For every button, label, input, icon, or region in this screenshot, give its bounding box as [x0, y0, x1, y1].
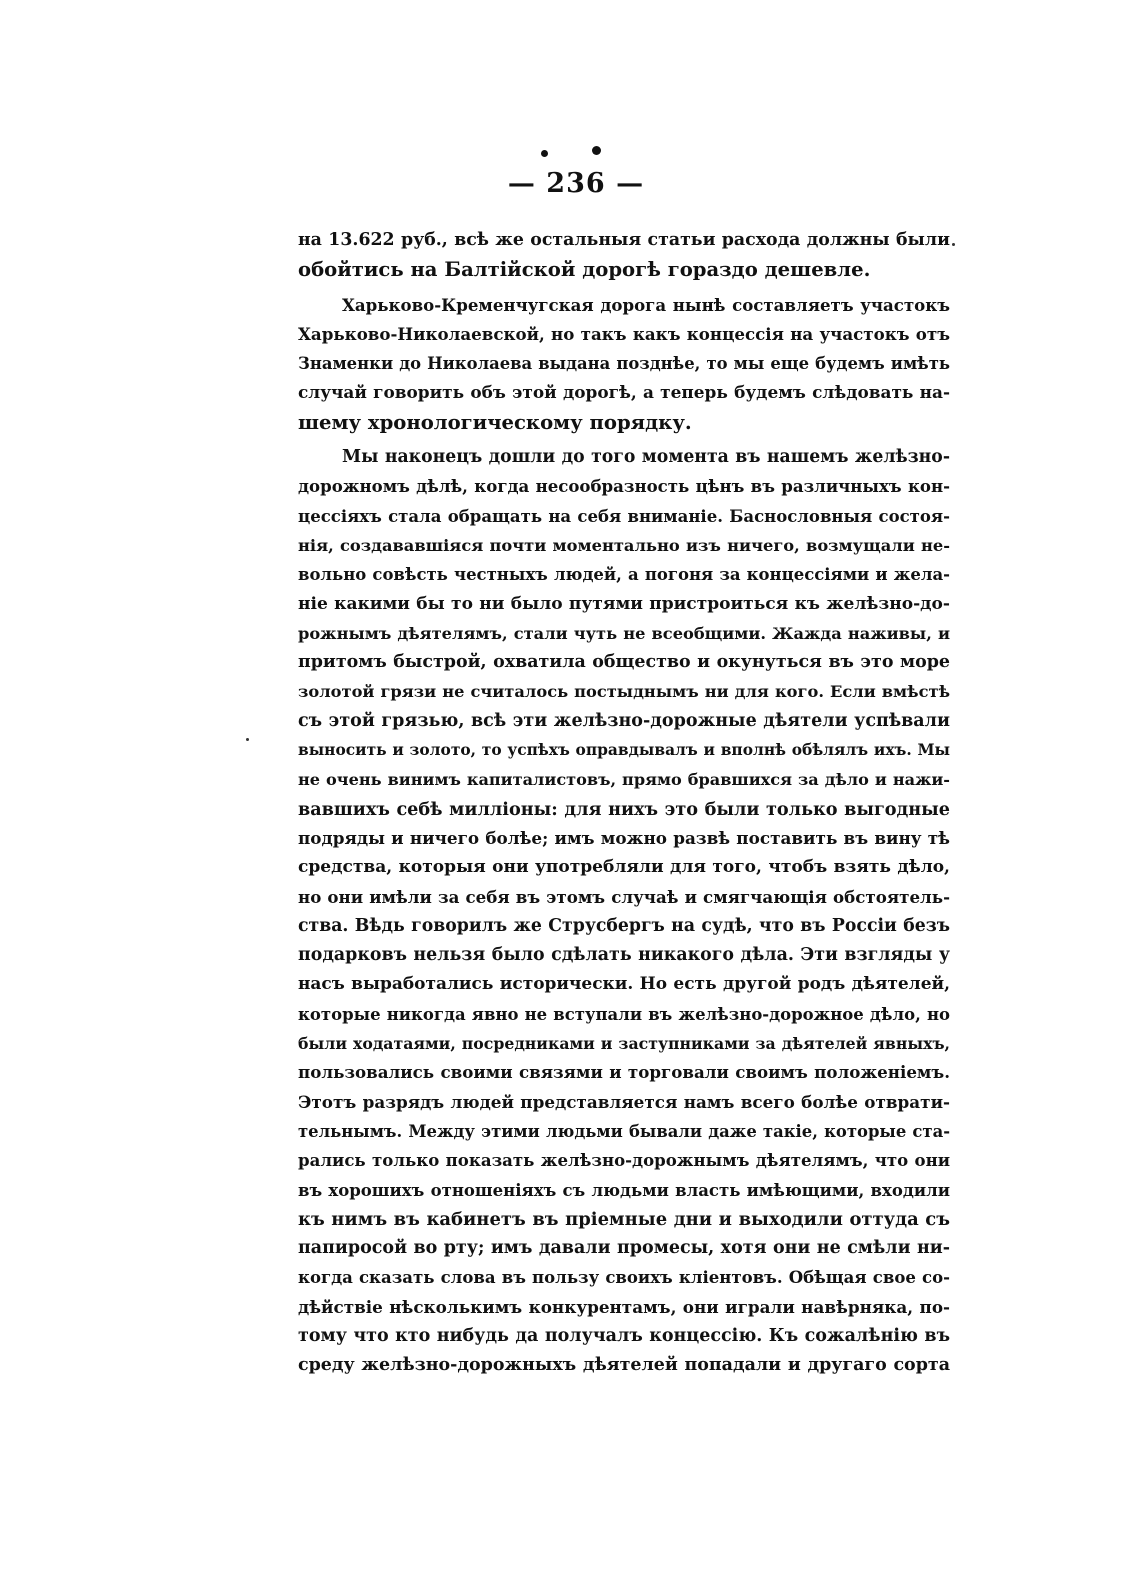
- text-line: папиросой во рту; имъ давали промесы, хотя они не смѣли ни-: [298, 1238, 950, 1259]
- text-line: обойтись на Балтійской дорогѣ гораздо дешевле.: [298, 258, 871, 282]
- text-line: Мы наконецъ дошли до того момента въ нашемъ желѣзно-: [342, 447, 950, 468]
- text-line: притомъ быстрой, охватила общество и окунуться въ это море: [298, 652, 950, 673]
- text-line: тельнымъ. Между этими людьми бывали даже такіе, которые ста-: [298, 1121, 950, 1141]
- text-line: случай говорить объ этой дорогѣ, а теперь будемъ слѣдовать на-: [298, 382, 950, 403]
- text-line: золотой грязи не считалось постыднымъ ни для кого. Если вмѣстѣ: [298, 682, 950, 702]
- paragraph: [298, 443, 950, 1381]
- text-line: Харьково-Николаевской, но такъ какъ концессія на участокъ отъ: [298, 323, 950, 344]
- text-line: ніе какими бы то ни было путями пристроиться къ желѣзно-до-: [298, 593, 950, 614]
- text-line: подряды и ничего болѣе; имъ можно развѣ поставить въ вину тѣ: [298, 827, 950, 848]
- text-line: Харьково-Кременчугская дорога нынѣ составляетъ участокъ: [342, 294, 950, 315]
- header-ornament: [535, 140, 605, 160]
- text-line: дорожномъ дѣлѣ, когда несообразность цѣнъ въ различныхъ кон-: [298, 476, 950, 497]
- body-text: [298, 226, 950, 1381]
- text-line: съ этой грязью, всѣ эти желѣзно-дорожные дѣятели успѣвали: [298, 710, 950, 731]
- margin-mark: [246, 738, 249, 741]
- paragraph: [298, 226, 950, 285]
- text-line: къ нимъ въ кабинетъ въ пріемные дни и выходили оттуда съ: [298, 1208, 950, 1230]
- text-line: вольно совѣсть честныхъ людей, а погоня за концессіями и жела-: [298, 565, 950, 585]
- text-line: выносить и золото, то успѣхъ оправдывалъ и вполнѣ обѣлялъ ихъ. Мы: [298, 741, 950, 760]
- text-line: дѣйствіе нѣсколькимъ конкурентамъ, они играли навѣрняка, по-: [298, 1296, 950, 1317]
- text-line: насъ выработались исторически. Но есть другой родъ дѣятелей,: [298, 974, 950, 995]
- text-line: вавшихъ себѣ милліоны: для нихъ это были только выгодные: [298, 798, 950, 820]
- text-line: но они имѣли за себя въ этомъ случаѣ и смягчающія обстоятель-: [298, 886, 950, 907]
- text-line: рались только показать желѣзно-дорожнымъ дѣятелямъ, что они: [298, 1150, 950, 1171]
- text-line: нія, создававшіяся почти моментально изъ ничего, возмущали не-: [298, 535, 950, 555]
- text-line: на 13.622 руб., всѣ же остальныя статьи расхода должны были: [298, 230, 950, 250]
- text-line: средства, которыя они употребляли для того, чтобъ взять дѣло,: [298, 857, 950, 878]
- text-line: Этотъ разрядъ людей представляется намъ всего болѣе отврати-: [298, 1091, 950, 1112]
- text-line: подарковъ нельзя было сдѣлать никакого дѣла. Эти взгляды у: [298, 945, 950, 966]
- text-line: не очень винимъ капиталистовъ, прямо бравшихся за дѣло и нажи-: [298, 770, 950, 790]
- text-line: пользовались своими связями и торговали своимъ положеніемъ.: [298, 1062, 950, 1083]
- text-line: шему хронологическому порядку.: [298, 410, 692, 434]
- text-line: цессіяхъ стала обращать на себя вниманіе. Баснословныя состоя-: [298, 505, 950, 526]
- text-line: когда сказать слова въ пользу своихъ кліентовъ. Обѣщая свое со-: [298, 1267, 950, 1288]
- text-line: были ходатаями, посредниками и заступниками за дѣятелей явныхъ,: [298, 1034, 950, 1054]
- margin-mark: [952, 243, 955, 246]
- text-line: въ хорошихъ отношеніяхъ съ людьми власть имѣющими, входили: [298, 1179, 950, 1200]
- paragraph: [298, 291, 950, 437]
- page-number: — 236 —: [507, 168, 645, 199]
- text-line: тому что кто нибудь да получалъ концессію. Къ сожалѣнію въ: [298, 1325, 950, 1346]
- ornament-dot: [592, 146, 601, 155]
- text-line: среду желѣзно-дорожныхъ дѣятелей попадали и другаго сорта: [298, 1355, 950, 1376]
- text-line: рожнымъ дѣятелямъ, стали чуть не всеобщими. Жажда наживы, и: [298, 623, 950, 643]
- ornament-dot: [541, 150, 548, 157]
- text-line: ства. Вѣдь говорилъ же Струсбергъ на судѣ, что въ Россіи безъ: [298, 915, 950, 936]
- text-line: которые никогда явно не вступали въ желѣзно-дорожное дѣло, но: [298, 1004, 950, 1024]
- text-line: Знаменки до Николаева выдана позднѣе, то мы еще будемъ имѣть: [298, 354, 950, 374]
